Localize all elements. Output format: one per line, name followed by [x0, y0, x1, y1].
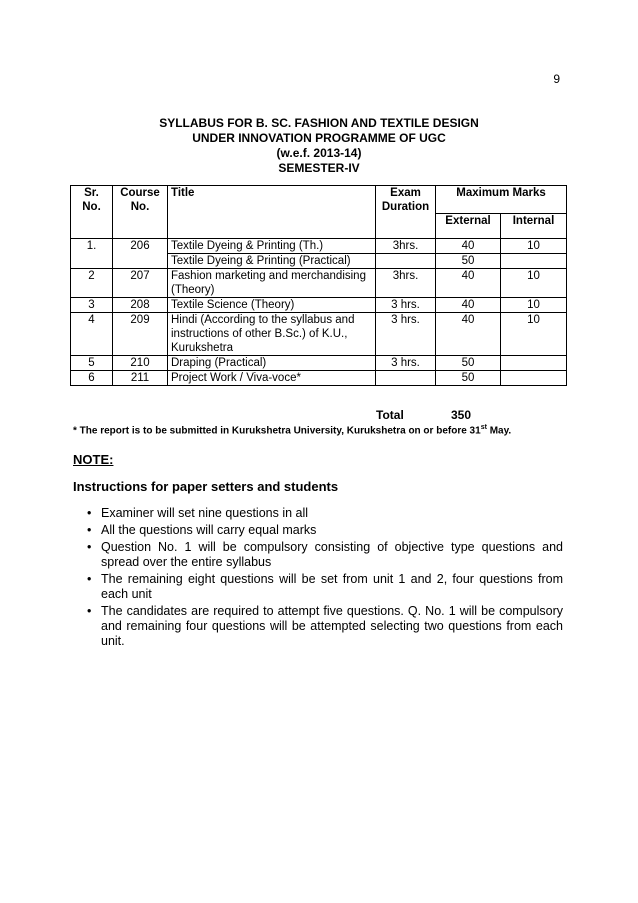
table-row — [71, 254, 567, 269]
cell-internal: 10 — [501, 269, 567, 298]
cell-duration: 3hrs. — [376, 239, 436, 254]
cell-external: 40 — [436, 239, 501, 254]
bullet-icon: • — [87, 540, 92, 554]
cell-course: 210 — [113, 356, 168, 371]
cell-title: Hindi (According to the syllabus and instructions of other B.Sc.) of K.U., Kurukshetra — [168, 313, 376, 356]
list-item-text: Question No. 1 will be compulsory consisting of objective type questions and spread over the entire syllabus — [101, 540, 563, 569]
header-course-no: Course No. — [113, 186, 168, 239]
header-internal: Internal — [501, 214, 567, 239]
heading-line-1: SYLLABUS FOR B. SC. FASHION AND TEXTILE DESIGN — [159, 116, 479, 130]
cell-internal: 10 — [501, 298, 567, 313]
cell-duration: 3 hrs. — [376, 313, 436, 356]
list-item — [73, 506, 563, 521]
syllabus-table — [70, 185, 567, 386]
cell-course: 206 — [113, 239, 168, 254]
cell-title: Fashion marketing and merchandising (Theory) — [168, 269, 376, 298]
cell-external: 50 — [436, 356, 501, 371]
cell-title: Textile Dyeing & Printing (Practical) — [168, 254, 376, 269]
cell-duration: 3 hrs. — [376, 298, 436, 313]
cell-external: 50 — [436, 371, 501, 386]
list-item-text: The candidates are required to attempt five questions. Q. No. 1 will be compulsory and remaining four questions will be attempted selecting two questions from each unit. — [101, 604, 563, 648]
note-label: NOTE: — [73, 452, 114, 467]
cell-course — [113, 254, 168, 269]
page-heading — [0, 116, 638, 176]
cell-internal — [501, 254, 567, 269]
list-item-text: Examiner will set nine questions in all — [101, 506, 309, 520]
cell-sr: 1. — [71, 239, 113, 254]
list-item — [73, 572, 563, 602]
heading-line-2: UNDER INNOVATION PROGRAMME OF UGC — [192, 131, 446, 145]
heading-line-3: (w.e.f. 2013-14) — [276, 146, 362, 160]
list-item-text: The remaining eight questions will be set from unit 1 and 2, four questions from each unit — [101, 572, 563, 601]
bullet-icon: • — [87, 523, 92, 537]
footnote-sup: st — [480, 424, 487, 431]
page-number: 9 — [553, 72, 560, 86]
cell-sr: 3 — [71, 298, 113, 313]
cell-internal: 10 — [501, 239, 567, 254]
cell-internal — [501, 356, 567, 371]
cell-title: Draping (Practical) — [168, 356, 376, 371]
list-item — [73, 523, 563, 538]
cell-sr: 2 — [71, 269, 113, 298]
table-row — [71, 298, 567, 313]
table-row — [71, 313, 567, 356]
cell-external: 50 — [436, 254, 501, 269]
cell-title: Textile Science (Theory) — [168, 298, 376, 313]
table-row — [71, 239, 567, 254]
cell-sr: 6 — [71, 371, 113, 386]
total-label: Total — [376, 408, 404, 422]
cell-course: 211 — [113, 371, 168, 386]
header-sr-no: Sr. No. — [71, 186, 113, 239]
heading-line-4: SEMESTER-IV — [278, 161, 360, 175]
cell-title: Project Work / Viva-voce* — [168, 371, 376, 386]
bullet-icon: • — [87, 506, 92, 520]
cell-duration: 3hrs. — [376, 269, 436, 298]
cell-internal — [501, 371, 567, 386]
cell-sr: 5 — [71, 356, 113, 371]
footnote-text: * The report is to be submitted in Kurukshetra University, Kurukshetra on or before 31 — [73, 425, 481, 437]
header-exam-duration: Exam Duration — [376, 186, 436, 239]
cell-internal: 10 — [501, 313, 567, 356]
list-item — [73, 540, 563, 570]
table-row — [71, 371, 567, 386]
cell-course: 209 — [113, 313, 168, 356]
header-title: Title — [168, 186, 376, 239]
instructions-title: Instructions for paper setters and students — [73, 479, 339, 494]
cell-sr — [71, 254, 113, 269]
cell-duration — [376, 371, 436, 386]
header-max-marks: Maximum Marks — [436, 186, 567, 214]
cell-title: Textile Dyeing & Printing (Th.) — [168, 239, 376, 254]
cell-course: 208 — [113, 298, 168, 313]
cell-duration — [376, 254, 436, 269]
footnote — [73, 424, 511, 436]
cell-external: 40 — [436, 313, 501, 356]
footnote-end: May. — [486, 425, 512, 437]
cell-course: 207 — [113, 269, 168, 298]
table-row — [71, 356, 567, 371]
cell-duration: 3 hrs. — [376, 356, 436, 371]
table-row — [71, 269, 567, 298]
bullet-icon: • — [87, 604, 92, 618]
cell-sr: 4 — [71, 313, 113, 356]
cell-external: 40 — [436, 298, 501, 313]
cell-external: 40 — [436, 269, 501, 298]
bullet-icon: • — [87, 572, 92, 586]
instructions-list — [73, 506, 563, 649]
list-item-text: All the questions will carry equal marks — [101, 523, 317, 537]
header-external: External — [436, 214, 501, 239]
total-value: 350 — [451, 408, 472, 422]
list-item — [73, 604, 563, 649]
